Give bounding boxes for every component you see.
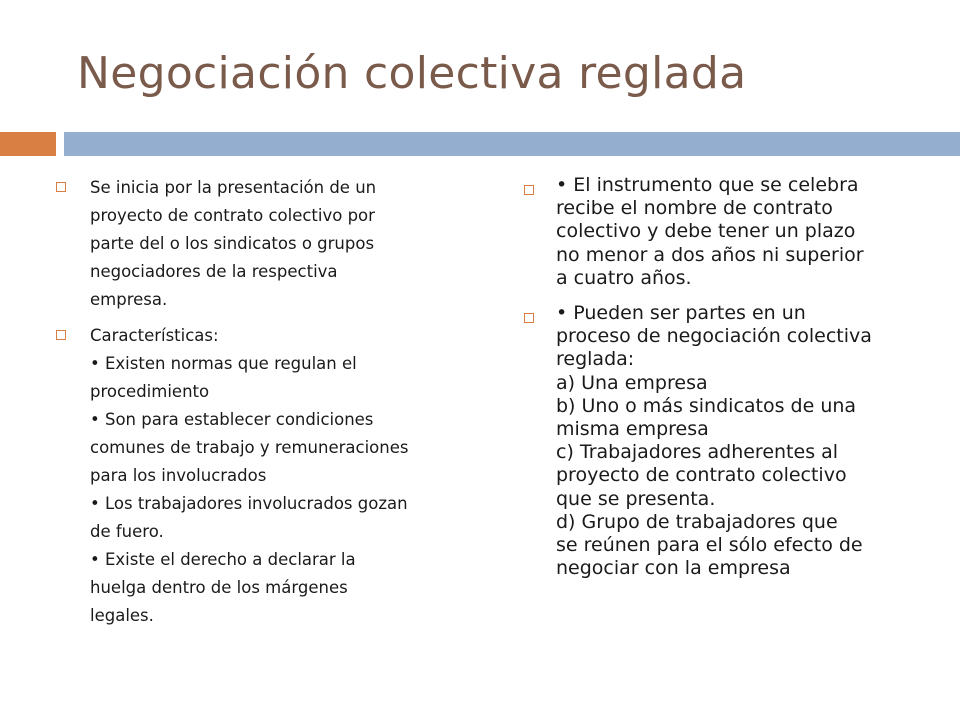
hollow-square-bullet-icon — [524, 313, 534, 323]
hollow-square-bullet-icon — [524, 185, 534, 195]
bullet-text: Características: • Existen normas que regulan el procedimiento • Son para establecer condiciones comunes de trabajo y remuneraciones para los involucrados • Los trabajadores involucrados gozan de fuero. • Existe el derecho a declarar la huelga dentro de los márgenes legales. — [90, 326, 409, 625]
bullet-text: • Pueden ser partes en un proceso de negociación colectiva reglada: a) Una empresa b) Uno o más sindicatos de una misma empresa c) Trabajadores adherentes al proyecto de contrato colectivo que se presenta. d) Grupo de trabajadores que se reúnen para el sólo efecto de negociar con la empresa — [556, 302, 872, 580]
accent-bar-orange — [0, 132, 56, 156]
list-item — [524, 302, 924, 580]
accent-bar-blue — [64, 132, 960, 156]
bullet-text: Se inicia por la presentación de un proyecto de contrato colectivo por parte del o los sindicatos o grupos negociadores de la respectiva empresa. — [90, 178, 377, 309]
hollow-square-bullet-icon — [56, 182, 66, 192]
list-item — [524, 174, 924, 290]
left-column — [56, 174, 466, 630]
right-column — [524, 174, 924, 580]
hollow-square-bullet-icon — [56, 330, 66, 340]
list-item — [56, 174, 466, 314]
bullet-text: • El instrumento que se celebra recibe el nombre de contrato colectivo y debe tener un plazo no menor a dos años ni superior a cuatro años. — [556, 174, 864, 289]
slide-title: Negociación colectiva reglada — [77, 48, 747, 99]
list-item — [56, 322, 466, 630]
